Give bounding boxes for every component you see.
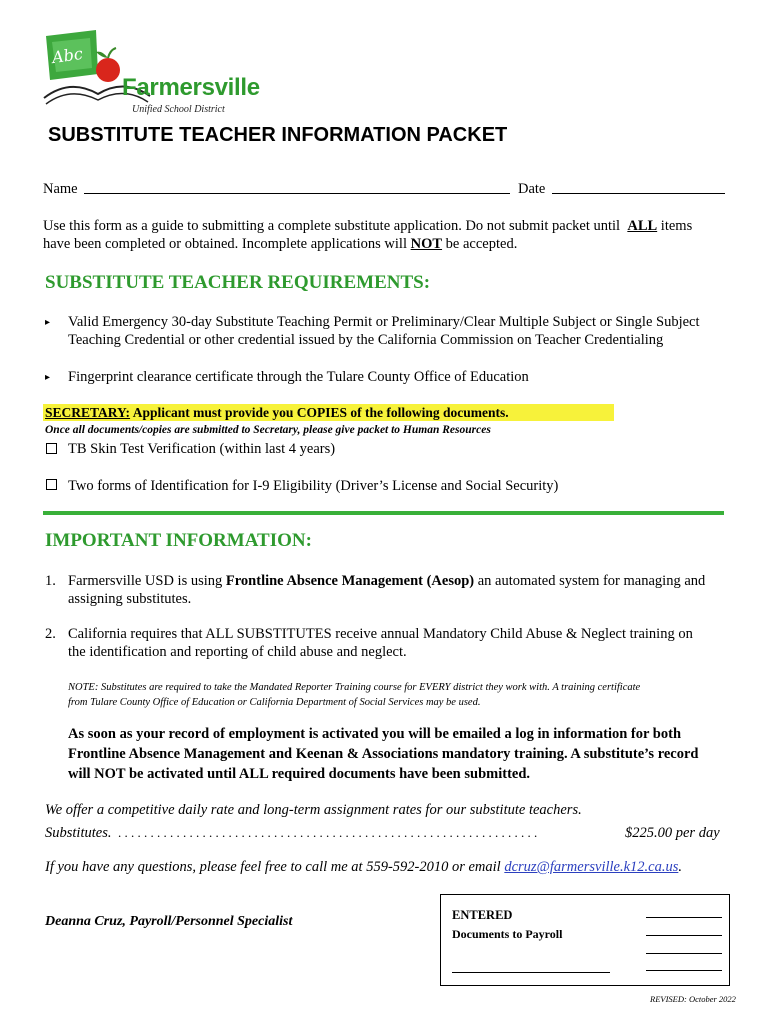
date-field[interactable] [552, 193, 725, 194]
info-2-line-2: the identification and reporting of child abuse and neglect. [68, 644, 407, 660]
info-1-line-2: assigning substitutes. [68, 591, 192, 607]
requirement-2: Fingerprint clearance certificate through the Tulare County Office of Education [68, 369, 529, 385]
intro-line-2: have been completed or obtained. Incomplete applications will NOT be accepted. [43, 236, 518, 252]
info-2-number: 2. [45, 626, 56, 642]
daily-rate: $225.00 per day [625, 825, 720, 841]
requirement-1-line-1: Valid Emergency 30-day Substitute Teaching Permit or Preliminary/Clear Multiple Subject or Single Subject [68, 314, 700, 330]
bullet-icon: ▸ [45, 372, 51, 383]
training-note-line-2: from Tulare County Office of Education or California Department of Social Services may be used. [68, 697, 481, 708]
entered-signature-line[interactable] [452, 972, 610, 973]
secretary-note: Once all documents/copies are submitted to Secretary, please give packet to Human Resources [45, 424, 491, 436]
page-title: SUBSTITUTE TEACHER INFORMATION PACKET [48, 124, 508, 146]
name-field[interactable] [84, 193, 510, 194]
entered-label: ENTERED [452, 908, 513, 922]
entry-line-1[interactable] [646, 917, 722, 918]
rate-label: Substitutes. [45, 825, 112, 841]
bullet-icon: ▸ [45, 317, 51, 328]
email-link[interactable]: dcruz@farmersville.k12.ca.us [504, 859, 679, 875]
date-label: Date [518, 181, 546, 197]
identification-checkbox[interactable] [46, 479, 57, 490]
documents-label: Documents to Payroll [452, 927, 563, 941]
signature: Deanna Cruz, Payroll/Personnel Specialist [45, 914, 293, 929]
section-divider [43, 511, 724, 515]
activation-paragraph: As soon as your record of employment is activated you will be emailed a log in information for both Frontline Absence Management and Keenan & Associations mandatory training. A substitute’s record will NOT be activated until ALL required documents have been submitted. [68, 726, 699, 782]
name-label: Name [43, 181, 78, 197]
entry-line-3[interactable] [646, 953, 722, 954]
info-1-number: 1. [45, 573, 56, 589]
secretary-instruction: SECRETARY: Applicant must provide you COPIES of the following documents. [45, 405, 509, 420]
emphasis-not: NOT [410, 236, 443, 252]
emphasis-all: ALL [627, 218, 658, 234]
district-logo [40, 28, 270, 118]
revision-date: REVISED: October 2022 [650, 994, 736, 1004]
contact-line: If you have any questions, please feel free to call me at 559-592-2010 or email dcruz@farmersville.k12.ca.us. [45, 859, 682, 875]
info-2-line-1: California requires that ALL SUBSTITUTES receive annual Mandatory Child Abuse & Neglect training on [68, 626, 693, 642]
requirements-heading: SUBSTITUTE TEACHER REQUIREMENTS: [45, 272, 431, 293]
logo-name: Farmersville [122, 74, 260, 101]
tb-test-checkbox[interactable] [46, 443, 57, 454]
training-note-line-1: NOTE: Substitutes are required to take the Mandated Reporter Training course for EVERY district they work with. A training certificate [68, 682, 641, 693]
checklist-item-tb-test: TB Skin Test Verification (within last 4 years) [68, 441, 336, 457]
checklist-item-identification: Two forms of Identification for I-9 Eligibility (Driver’s License and Social Security) [68, 478, 559, 494]
intro-line-1: Use this form as a guide to submitting a complete substitute application. Do not submit packet until ALL items [43, 218, 693, 234]
info-heading: IMPORTANT INFORMATION: [45, 530, 312, 551]
entry-line-2[interactable] [646, 935, 722, 936]
entry-line-4[interactable] [646, 970, 722, 971]
rate-intro: We offer a competitive daily rate and long-term assignment rates for our substitute teachers. [45, 802, 582, 818]
requirement-1-line-2: Teaching Credential or other credential issued by the California Commission on Teacher Credentialing [68, 332, 664, 348]
info-1-line-1: Farmersville USD is using Frontline Absence Management (Aesop) an automated system for managing and [68, 573, 706, 589]
logo-badge-text: Abc [50, 43, 84, 68]
logo-subtitle: Unified School District [132, 104, 225, 115]
rate-leader-dots: . . . . . . . . . . . . . . . . . . . . . . . . . . . . . . . . . . . . . . . . . . . . . . . . . . . . . . . . . . . . . . . . . [118, 825, 538, 840]
